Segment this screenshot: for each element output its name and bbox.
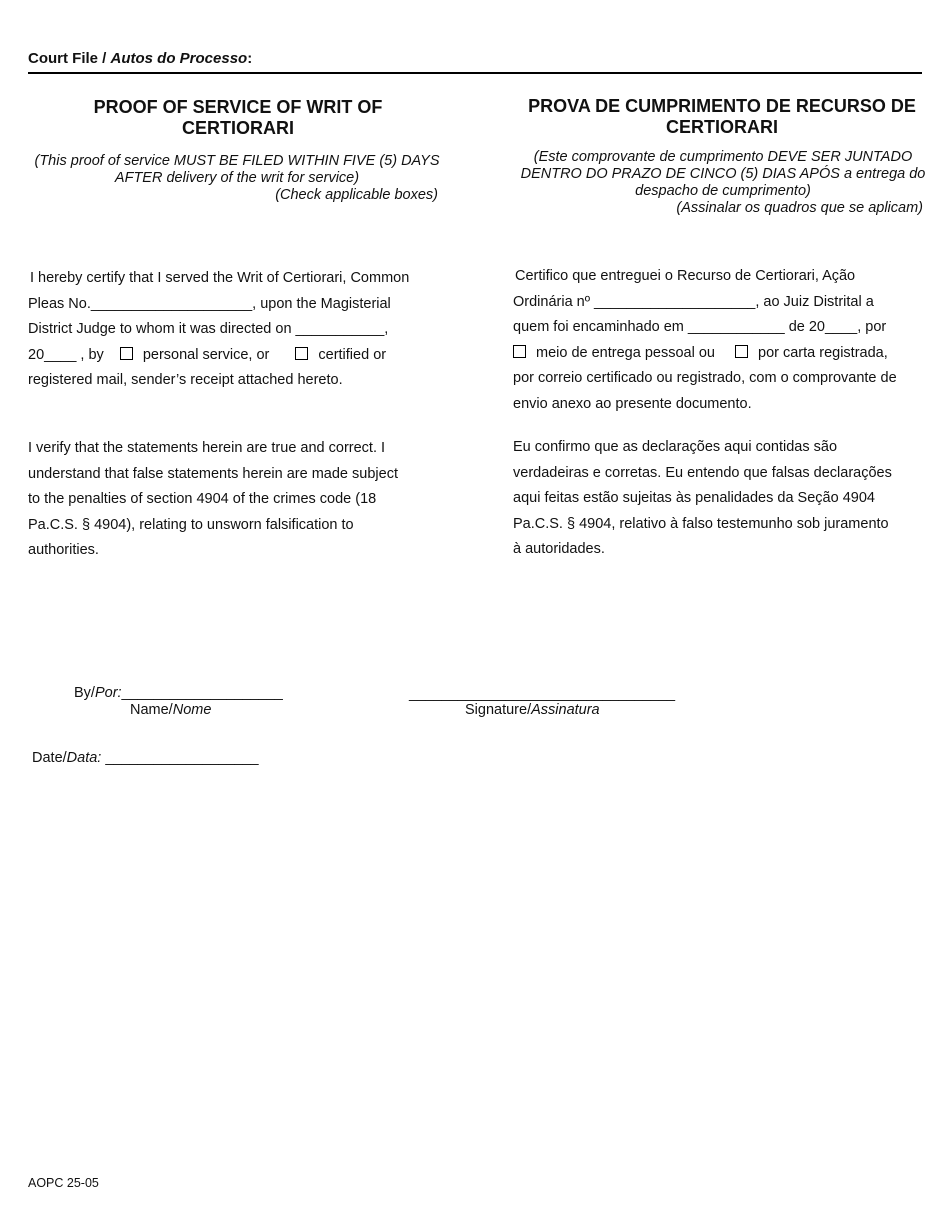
verify-pt-line3: aqui feitas estão sujeitas às penalidades da Seção 4904 [513, 490, 875, 506]
signature-field[interactable]: _________________________________ [409, 686, 676, 702]
verify-en-line4: Pa.C.S. § 4904), relating to unsworn falsification to [28, 516, 354, 533]
verification-english [28, 436, 428, 564]
cert-pt-line6: envio anexo ao presente documento. [513, 395, 752, 412]
name-caption-pt: Nome [172, 702, 212, 718]
signature-caption [465, 702, 600, 718]
certified-mail-label: certified or [318, 346, 387, 363]
personal-service-checkbox[interactable] [120, 347, 133, 360]
form-code: AOPC 25-05 [28, 1176, 99, 1190]
court-file-label-pt: Autos do Processo [110, 50, 248, 67]
court-file-label [28, 50, 252, 67]
header-rule [28, 72, 922, 74]
court-file-label-en: Court File / [28, 50, 107, 67]
verify-pt-line2: verdadeiras e corretas. Eu entendo que falsas declarações [513, 464, 892, 481]
certification-english [28, 266, 428, 394]
verify-en-line1: I verify that the statements herein are true and correct. I [28, 440, 386, 456]
cert-pt-line2: Ordinária nº ____________________, ao Juiz Distrital a [513, 293, 874, 310]
note-en-line2: AFTER delivery of the writ for service) [114, 170, 360, 186]
verify-en-line2: understand that false statements herein are made subject [28, 465, 398, 482]
note-pt-line1: (Este comprovante de cumprimento DEVE SER JUNTADO [533, 149, 913, 165]
cert-en-line3: District Judge to whom it was directed on ___________, [28, 321, 389, 337]
cert-pt-line5: por correio certificado ou registrado, com o comprovante de [513, 370, 897, 386]
verify-pt-line1: Eu confirmo que as declarações aqui contidas são [513, 439, 838, 455]
title-pt-line2: CERTIORARI [666, 117, 778, 137]
certification-portuguese [513, 264, 923, 417]
title-en-line2: CERTIORARI [182, 118, 294, 138]
title-pt-line1: PROVA DE CUMPRIMENTO DE RECURSO DE [528, 96, 916, 116]
cert-en-line2: Pleas No.____________________, upon the Magisterial [28, 295, 391, 312]
filing-note-portuguese [513, 149, 933, 217]
note-pt-line2: DENTRO DO PRAZO DE CINCO (5) DIAS APÓS a entrega do [520, 166, 926, 182]
note-pt-line4: (Assinalar os quadros que se aplicam) [676, 200, 923, 216]
entrega-pessoal-checkbox[interactable] [513, 345, 526, 358]
certified-mail-checkbox[interactable] [295, 347, 308, 360]
signature-caption-pt: Assinatura [531, 702, 600, 718]
filing-note-english [28, 153, 446, 204]
verify-en-line3: to the penalties of section 4904 of the crimes code (18 [28, 491, 377, 507]
title-english [28, 97, 448, 139]
carta-registrada-label: por carta registrada, [758, 344, 888, 361]
by-name-blank: ____________________ [121, 685, 283, 701]
title-portuguese [513, 96, 931, 138]
title-en-line1: PROOF OF SERVICE OF WRIT OF [93, 97, 383, 117]
carta-registrada-checkbox[interactable] [735, 345, 748, 358]
cert-en-year-by: 20____ , by [28, 346, 104, 363]
note-en-line1: (This proof of service MUST BE FILED WITHIN FIVE (5) DAYS [34, 153, 440, 169]
verify-pt-line4: Pa.C.S. § 4904, relativo à falso testemunho sob juramento [513, 515, 889, 532]
name-caption-en: Name/ [130, 702, 173, 718]
date-label-pt: Data: [66, 750, 102, 766]
signature-caption-en: Signature/ [465, 702, 532, 718]
court-file-colon: : [247, 50, 253, 67]
cert-pt-line3: quem foi encaminhado em ____________ de 20____, por [513, 319, 887, 335]
verify-en-line5: authorities. [28, 542, 99, 558]
name-caption [130, 702, 211, 718]
by-name-field[interactable] [74, 685, 283, 701]
personal-service-label: personal service, or [142, 346, 270, 363]
entrega-pessoal-label: meio de entrega pessoal ou [536, 344, 715, 361]
date-label-en: Date/ [32, 750, 67, 766]
by-label-pt: Por: [94, 685, 122, 701]
cert-en-line1: I hereby certify that I served the Writ of Certiorari, Common [30, 270, 410, 286]
verify-pt-line5: à autoridades. [513, 541, 605, 557]
cert-pt-line4 [513, 341, 923, 367]
note-en-line3: (Check applicable boxes) [275, 187, 438, 203]
cert-en-line5: registered mail, sender’s receipt attached hereto. [28, 372, 343, 388]
date-blank: ___________________ [101, 750, 259, 766]
cert-en-line4 [28, 343, 428, 369]
by-label-en: By/ [74, 685, 95, 701]
date-field[interactable] [32, 750, 259, 766]
note-pt-line3: despacho de cumprimento) [635, 183, 811, 199]
cert-pt-line1: Certifico que entreguei o Recurso de Certiorari, Ação [515, 268, 856, 284]
verification-portuguese [513, 435, 923, 563]
